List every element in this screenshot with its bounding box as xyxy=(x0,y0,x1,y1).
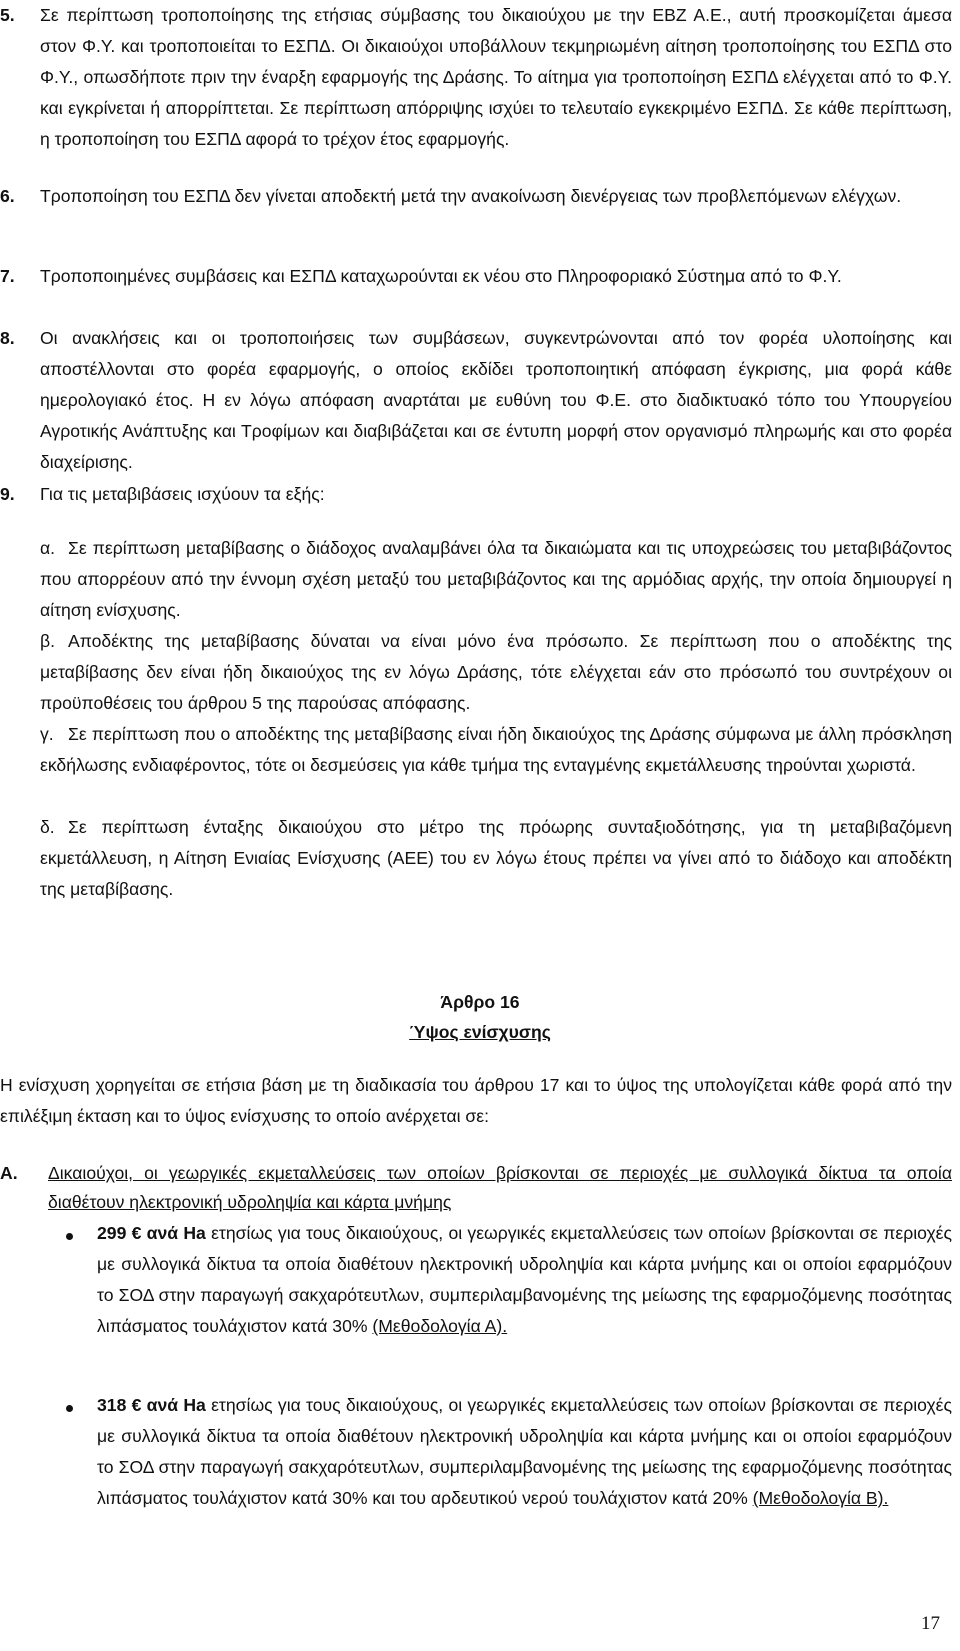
section-a-letter: Α. xyxy=(0,1163,18,1183)
item-number-5: 5. xyxy=(0,5,15,25)
item-number-7: 7. xyxy=(0,266,15,286)
bullet-amount: 318 € ανά Ηa xyxy=(97,1395,206,1415)
article-subtitle xyxy=(0,1017,960,1047)
item-8-text: Οι ανακλήσεις και οι τροποποιήσεις των συμβάσεων, συγκεντρώνονται από τον φορέα υλοποίησης και αποστέλλονται στο φορέα εφαρμογής, ο οποίος εκδίδει τροποποιητική απόφαση έγκρισης, μια φορά κάθε ημερολογιακό έτος. Η εν λόγω απόφαση αναρτάται με ευθύνη του Φ.Ε. στο διαδικτυακό τόπο του Υπουργείου Αγροτικής Ανάπτυξης και Τροφίμων και διαβιβάζεται και σε έντυπη μορφή στον οργανισμό πληρωμής και στο φορέα διαχείρισης. xyxy=(40,328,952,472)
subitem-c xyxy=(40,719,952,781)
subitem-b xyxy=(40,626,952,719)
subitem-text: Σε περίπτωση ένταξης δικαιούχου στο μέτρο της πρόωρης συνταξιοδότησης, για τη μεταβιβαζόμενη εκμετάλλευση, η Αίτηση Ενιαίας Ενίσχυσης (ΑΕΕ) του εν λόγω έτους πρέπει να γίνει από το διάδοχο και αποδέκτη της μεταβίβασης. xyxy=(40,817,952,899)
section-a-heading: Δικαιούχοι, οι γεωργικές εκμεταλλεύσεις των οποίων βρίσκονται σε περιοχές με συλλογικά δίκτυα τα οποία διαθέτουν ηλεκτρονική υδροληψία και κάρτα μνήμης xyxy=(48,1163,952,1212)
subitem-label: γ. xyxy=(40,724,54,744)
methodology-b-link: (Μεθοδολογία Β). xyxy=(752,1488,889,1508)
item-9-text: Για τις μεταβιβάσεις ισχύουν τα εξής: xyxy=(40,484,325,504)
methodology-a-link: (Μεθοδολογία Α). xyxy=(372,1316,508,1336)
article-title: Άρθρο 16 xyxy=(440,992,520,1012)
subitem-a xyxy=(40,533,952,626)
subitem-label: β. xyxy=(40,631,56,651)
bullet-amount: 299 € ανά Ηa xyxy=(97,1223,206,1243)
bullet-item-1 xyxy=(97,1218,952,1342)
subitem-text: Σε περίπτωση μεταβίβασης ο διάδοχος αναλαμβάνει όλα τα δικαιώματα και τις υποχρεώσεις του μεταβιβάζοντος που απορρέουν από την έννομη σχέση μεταξύ του μεταβιβάζοντος και της αρμόδιας αρχής, την οποία δημιουργεί η αίτηση ενίσχυσης. xyxy=(40,538,952,620)
bullet-icon xyxy=(66,1405,73,1412)
item-6-text: Τροποποίηση του ΕΣΠΔ δεν γίνεται αποδεκτή μετά την ανακοίνωση διενέργειας των προβλεπόμενων ελέγχων. xyxy=(40,186,902,206)
bullet-icon xyxy=(66,1233,73,1240)
article-intro: Η ενίσχυση χορηγείται σε ετήσια βάση με τη διαδικασία του άρθρου 17 και το ύψος της υπολογίζεται κάθε φορά από την επιλέξιμη έκταση και το ύψος ενίσχυσης το οποίο ανέρχεται σε: xyxy=(0,1075,952,1126)
subitem-d xyxy=(40,812,952,905)
subitem-text: Αποδέκτης της μεταβίβασης δύναται να είναι μόνο ένα πρόσωπο. Σε περίπτωση που ο αποδέκτης της μεταβίβασης δεν είναι ήδη δικαιούχος της εν λόγω Δράσης, τότε ελέγχεται εάν στο πρόσωπό του συντρέχουν οι προϋποθέσεις του άρθρου 5 της παρούσας απόφασης. xyxy=(40,631,952,713)
subitem-text: Σε περίπτωση που ο αποδέκτης της μεταβίβασης είναι ήδη δικαιούχος της Δράσης σύμφωνα με άλλη πρόσκληση εκδήλωσης ενδιαφέροντος, τότε οι δεσμεύσεις για κάθε τμήμα της ενταγμένης εκμετάλλευσης τηρούνται χωριστά. xyxy=(40,724,952,775)
bullet-text: ετησίως για τους δικαιούχους, οι γεωργικές εκμεταλλεύσεις των οποίων βρίσκονται σε περιοχές με συλλογικά δίκτυα τα οποία διαθέτουν ηλεκτρονική υδροληψία και κάρτα μνήμης και οι οποίοι εφαρμόζουν το ΣΟΔ στην παραγωγή σακχαρότευτλων, συμπεριλαμβανομένης της μείωσης της εφαρμοζόμενης ποσότητας λιπάσματος τουλάχιστον κατά 30% xyxy=(97,1223,953,1336)
item-number-6: 6. xyxy=(0,186,15,206)
item-number-9: 9. xyxy=(0,484,15,504)
item-7-text: Τροποποιημένες συμβάσεις και ΕΣΠΔ καταχωρούνται εκ νέου στο Πληροφοριακό Σύστημα από το Φ.Υ. xyxy=(40,266,842,286)
subitem-label: δ. xyxy=(40,817,55,837)
subitem-label: α. xyxy=(40,538,56,558)
item-5-text: Σε περίπτωση τροποποίησης της ετήσιας σύμβασης του δικαιούχου με την ΕΒΖ Α.Ε., αυτή προσκομίζεται άμεσα στον Φ.Υ. και τροποποιείται το ΕΣΠΔ. Οι δικαιούχοι υποβάλλουν τεκμηριωμένη αίτηση τροποποίησης του ΕΣΠΔ στο Φ.Υ., οπωσδήποτε πριν την έναρξη εφαρμογής της Δράσης. Το αίτημα για τροποποίηση ΕΣΠΔ ελέγχεται από το Φ.Υ. και εγκρίνεται ή απορρίπτεται. Σε περίπτωση απόρριψης ισχύει το τελευταίο εγκεκριμένο ΕΣΠΔ. Σε κάθε περίπτωση, η τροποποίηση του ΕΣΠΔ αφορά το τρέχον έτος εφαρμογής. xyxy=(40,5,952,149)
page-number: 17 xyxy=(921,1613,940,1634)
article-subtitle-text: Ύψος ενίσχυσης xyxy=(409,1022,551,1042)
bullet-text: ετησίως για τους δικαιούχους, οι γεωργικές εκμεταλλεύσεις των οποίων βρίσκονται σε περιοχές με συλλογικά δίκτυα τα οποία διαθέτουν ηλεκτρονική υδροληψία και κάρτα μνήμης και οι οποίοι εφαρμόζουν το ΣΟΔ στην παραγωγή σακχαρότευτλων, συμπεριλαμβανομένης της μείωσης της εφαρμοζόμενης ποσότητας λιπάσματος τουλάχιστον κατά 30% και του αρδευτικού νερού τουλάχιστον κατά 20% xyxy=(97,1395,953,1508)
item-number-8: 8. xyxy=(0,328,15,348)
bullet-item-2 xyxy=(97,1390,952,1514)
